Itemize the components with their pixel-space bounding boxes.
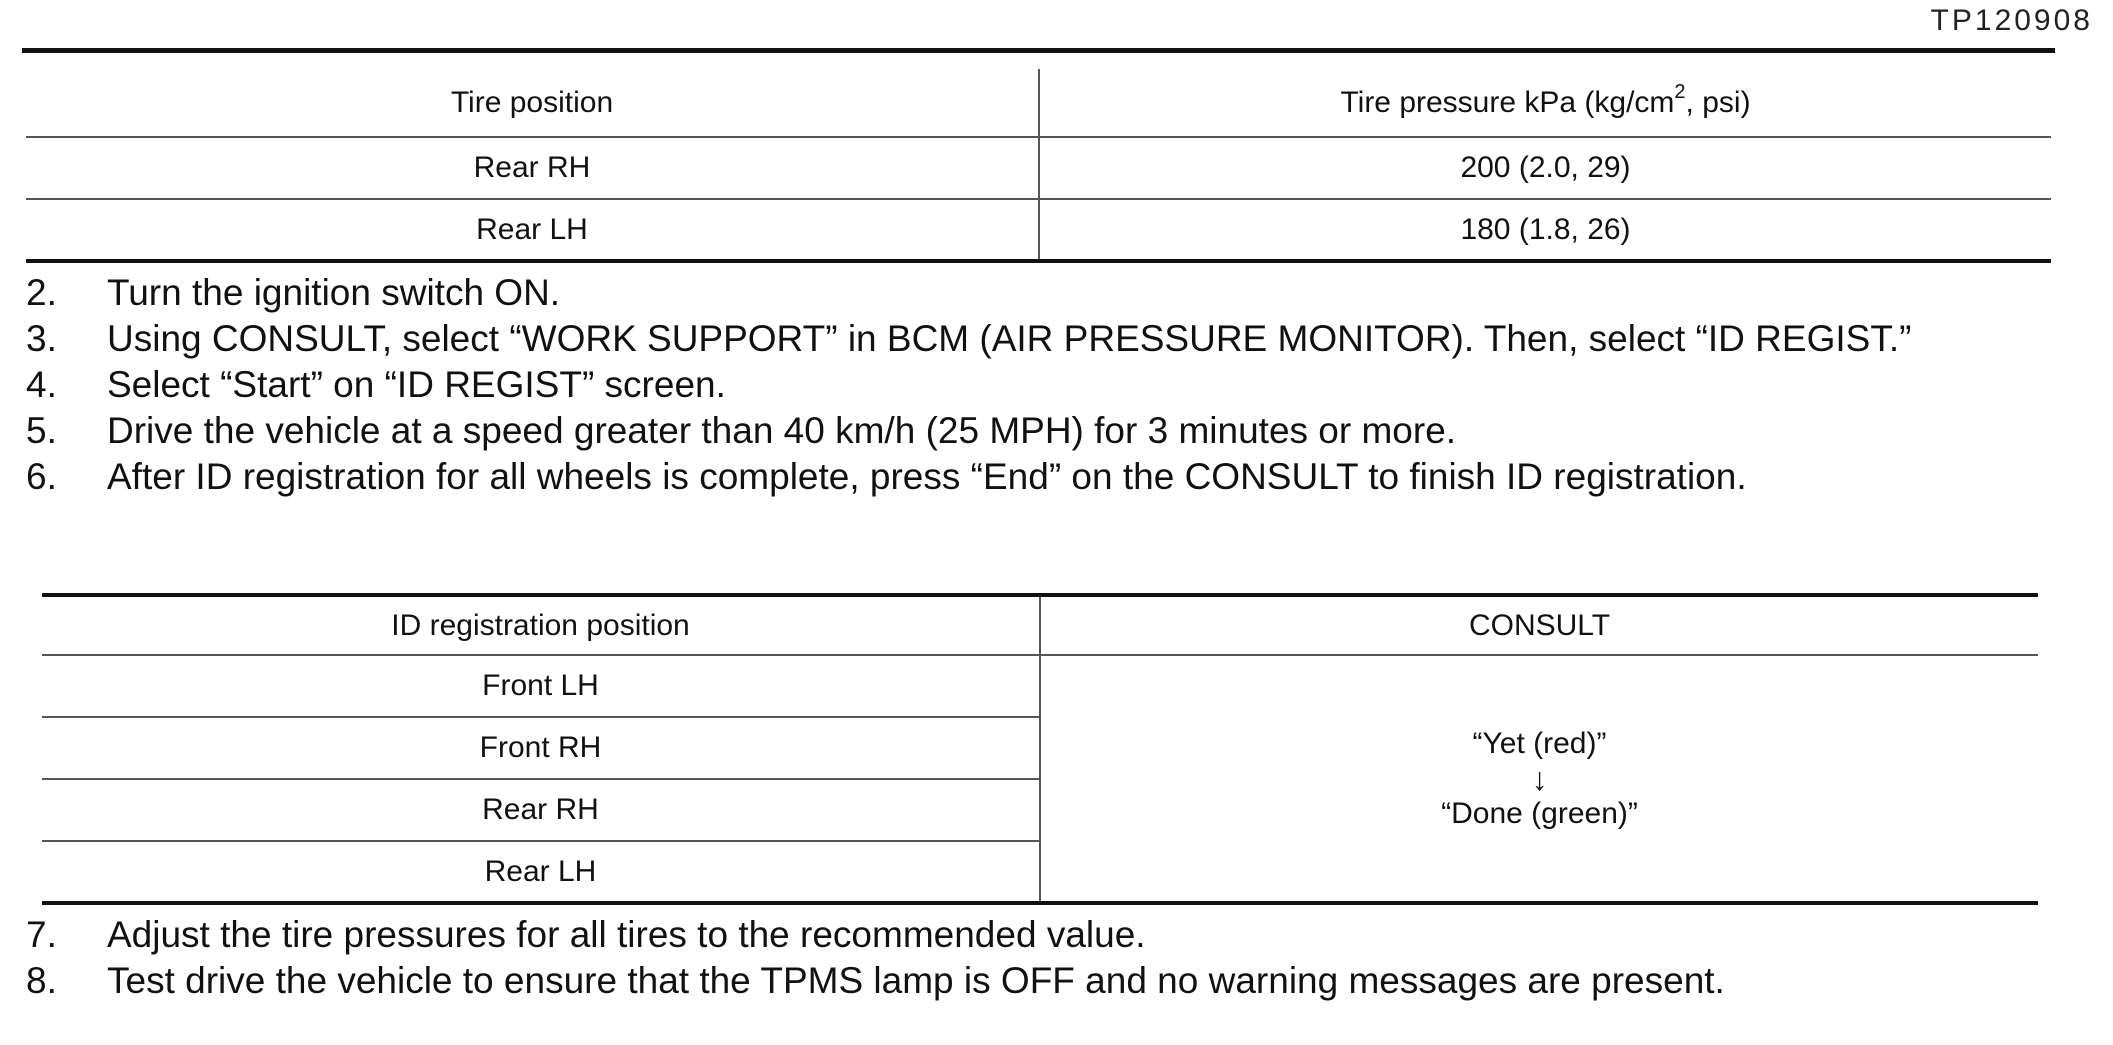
step-number: 7. xyxy=(26,914,57,955)
step-text: After ID registration for all wheels is complete, press “End” on the CONSULT to finish ID registration. xyxy=(107,456,1747,497)
step-number: 4. xyxy=(26,364,57,405)
tire-pressure-cell: 200 (2.0, 29) xyxy=(1039,137,2051,199)
header-tire-pressure: Tire pressure kPa ($kg/cm^2$, psi) xyxy=(1340,80,1751,119)
top-rule xyxy=(22,48,2055,53)
table-row xyxy=(42,655,2038,717)
table-header-row xyxy=(42,595,2038,655)
registration-position-cell: Front RH xyxy=(42,717,1040,779)
arrow-down-icon: ↓ xyxy=(1531,760,1548,797)
step-number: 5. xyxy=(26,410,57,451)
step-text: Using CONSULT, select “WORK SUPPORT” in BCM (AIR PRESSURE MONITOR). Then, select “ID REGIST.” xyxy=(107,318,1912,359)
tire-pressure-table xyxy=(26,69,2051,263)
list-item xyxy=(26,316,2056,362)
list-item xyxy=(26,362,2056,408)
list-item xyxy=(26,454,2056,500)
step-number: 2. xyxy=(26,272,57,313)
tire-pressure-cell: 180 (1.8, 26) xyxy=(1039,199,2051,261)
status-after: “Done (green)” xyxy=(1441,796,1638,830)
registration-position-cell: Rear LH xyxy=(42,841,1040,903)
tire-position-cell: Rear RH xyxy=(26,137,1039,199)
step-text: Select “Start” on “ID REGIST” screen. xyxy=(107,364,726,405)
step-text: Test drive the vehicle to ensure that the TPMS lamp is OFF and no warning messages are present. xyxy=(107,960,1725,1001)
registration-position-cell: Front LH xyxy=(42,655,1040,717)
tire-position-cell: Rear LH xyxy=(26,199,1039,261)
header-id-registration-position: ID registration position xyxy=(42,595,1040,655)
list-item xyxy=(26,912,2056,958)
list-item xyxy=(26,270,2056,316)
table-row xyxy=(26,137,2051,199)
id-registration-table xyxy=(42,593,2038,905)
table-row xyxy=(26,199,2051,261)
list-item xyxy=(26,408,2056,454)
status-before: “Yet (red)” xyxy=(1472,726,1607,760)
step-text: Drive the vehicle at a speed greater than 40 km/h (25 MPH) for 3 minutes or more. xyxy=(107,410,1457,451)
step-number: 3. xyxy=(26,318,57,359)
step-text: Turn the ignition switch ON. xyxy=(107,272,561,313)
consult-status-cell xyxy=(1040,655,2038,903)
procedure-steps-b xyxy=(26,912,2056,1004)
registration-position-cell: Rear RH xyxy=(42,779,1040,841)
step-number: 8. xyxy=(26,960,57,1001)
header-tire-position: Tire position xyxy=(26,69,1039,137)
procedure-steps-a xyxy=(26,270,2056,500)
step-number: 6. xyxy=(26,456,57,497)
step-text: Adjust the tire pressures for all tires to the recommended value. xyxy=(107,914,1146,955)
table-header-row xyxy=(26,69,2051,137)
document-code: TP120908 xyxy=(1930,4,2093,37)
list-item xyxy=(26,958,2056,1004)
header-consult: CONSULT xyxy=(1040,595,2038,655)
